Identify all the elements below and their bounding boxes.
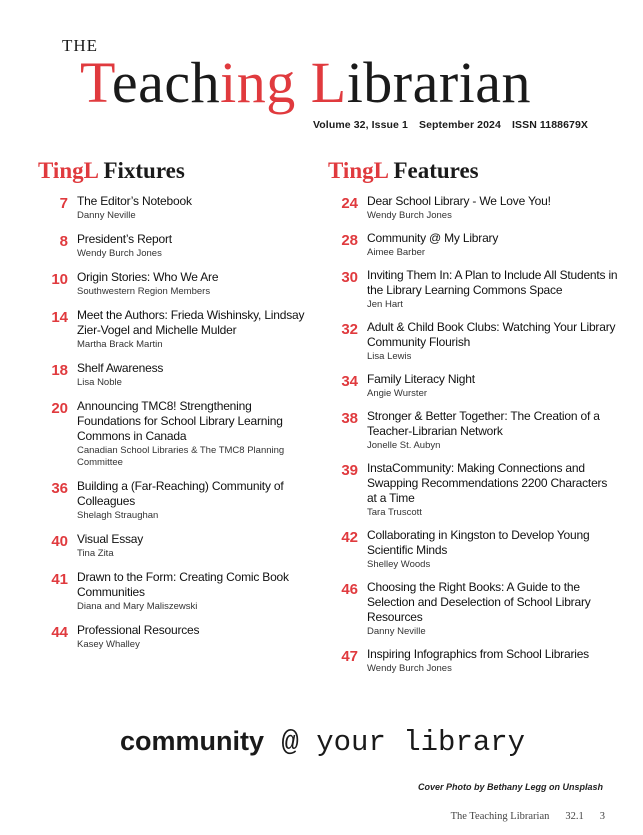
toc-entry[interactable] bbox=[328, 194, 618, 222]
toc-article-title: Adult & Child Book Clubs: Watching Your Library Community Flourish bbox=[367, 320, 616, 349]
toc-entry[interactable] bbox=[38, 270, 308, 298]
toc-article-author: Canadian School Libraries & The TMC8 Planning Committee bbox=[77, 445, 285, 468]
masthead-the: THE bbox=[62, 36, 99, 55]
title-part: each bbox=[111, 50, 221, 115]
toc-article-title: Meet the Authors: Frieda Wishinsky, Lindsay Zier-Vogel and Michelle Mulder bbox=[77, 308, 305, 337]
footer-title: The Teaching Librarian bbox=[450, 811, 550, 822]
toc-page-number: 32 bbox=[341, 321, 358, 338]
toc-entry[interactable] bbox=[328, 461, 618, 519]
toc-article-title: Stronger & Better Together: The Creation of a Teacher-Librarian Network bbox=[367, 409, 600, 438]
toc-article-author: Aimee Barber bbox=[367, 247, 426, 258]
heading-tingl: TingL bbox=[328, 158, 388, 183]
toc-article-title: Dear School Library - We Love You! bbox=[367, 194, 551, 208]
toc-page-number: 42 bbox=[341, 529, 358, 546]
toc-page-number: 46 bbox=[341, 581, 358, 598]
toc-entry[interactable] bbox=[328, 580, 618, 638]
toc-page-number: 40 bbox=[51, 533, 68, 550]
toc-article-title: President’s Report bbox=[77, 232, 172, 246]
toc-page-number: 14 bbox=[51, 309, 68, 326]
toc-article-author: Shelagh Straughan bbox=[77, 510, 159, 521]
toc-article-title: Community @ My Library bbox=[367, 231, 499, 245]
toc-entry[interactable] bbox=[328, 320, 618, 363]
issue-date: September 2024 bbox=[418, 119, 501, 131]
toc-page-number: 47 bbox=[341, 648, 358, 665]
toc-article-author: Tina Zita bbox=[77, 548, 114, 559]
cover-credit: Cover Photo by Bethany Legg on Unsplash bbox=[417, 782, 603, 792]
magazine-title bbox=[80, 48, 531, 118]
toc-page-number: 7 bbox=[59, 195, 68, 212]
toc-entry[interactable] bbox=[38, 232, 308, 260]
title-part bbox=[296, 50, 311, 115]
toc-article-title: Drawn to the Form: Creating Comic Book Communities bbox=[77, 570, 289, 599]
toc-article-author: Jonelle St. Aubyn bbox=[367, 440, 441, 451]
heading-label: Fixtures bbox=[97, 158, 185, 183]
toc-page-number: 20 bbox=[51, 400, 68, 417]
masthead bbox=[0, 0, 643, 140]
toc-article-author: Lisa Lewis bbox=[367, 351, 412, 362]
toc-article-author: Angie Wurster bbox=[367, 388, 428, 399]
toc-article-title: Building a (Far-Reaching) Community of Colleagues bbox=[77, 479, 284, 508]
toc-page-number: 36 bbox=[51, 480, 68, 497]
title-part: ing bbox=[220, 50, 296, 115]
toc-article-author: Shelley Woods bbox=[367, 559, 431, 570]
toc-article-title: Announcing TMC8! Strengthening Foundations for School Library Learning Commons in Canada bbox=[77, 399, 283, 443]
title-part: ibrarian bbox=[346, 50, 532, 115]
toc-page-number: 24 bbox=[341, 195, 358, 212]
toc-article-author: Southwestern Region Members bbox=[77, 286, 211, 297]
toc-entry[interactable] bbox=[38, 308, 308, 351]
tagline-mono: @ your library bbox=[264, 726, 526, 759]
toc-entry[interactable] bbox=[328, 647, 618, 675]
toc-entry[interactable] bbox=[38, 194, 308, 222]
toc-page-number: 8 bbox=[59, 233, 68, 250]
toc-article-title: The Editor’s Notebook bbox=[77, 194, 192, 208]
toc-article-title: Origin Stories: Who We Are bbox=[77, 270, 219, 284]
toc-article-title: Visual Essay bbox=[77, 532, 144, 546]
toc-page-number: 28 bbox=[341, 232, 358, 249]
toc-article-author: Danny Neville bbox=[367, 626, 426, 637]
toc-article-author: Danny Neville bbox=[77, 210, 136, 221]
fixtures-column bbox=[38, 158, 308, 661]
features-column bbox=[328, 158, 618, 684]
toc-entry[interactable] bbox=[328, 409, 618, 452]
tagline-bold: community bbox=[120, 726, 265, 756]
toc-article-author: Diana and Mary Maliszewski bbox=[77, 601, 198, 612]
toc-entry[interactable] bbox=[38, 479, 308, 522]
title-part: L bbox=[310, 50, 347, 115]
toc-page-number: 34 bbox=[341, 373, 358, 390]
toc-article-title: InstaCommunity: Making Connections and Swapping Recommendations 2200 Characters at a Time bbox=[367, 461, 608, 505]
toc-page-number: 18 bbox=[51, 362, 68, 379]
toc-article-author: Wendy Burch Jones bbox=[367, 210, 452, 221]
toc-article-title: Professional Resources bbox=[77, 623, 200, 637]
toc-entry[interactable] bbox=[38, 399, 308, 469]
heading-label: Features bbox=[387, 158, 479, 183]
toc-article-author: Wendy Burch Jones bbox=[77, 248, 162, 259]
toc-article-title: Shelf Awareness bbox=[77, 361, 164, 375]
toc-article-title: Family Literacy Night bbox=[367, 372, 475, 386]
footer-issue: 32.1 bbox=[565, 811, 584, 822]
toc-page-number: 41 bbox=[51, 571, 68, 588]
page-footer bbox=[435, 811, 605, 822]
toc-article-author: Kasey Whalley bbox=[77, 639, 140, 650]
toc-article-author: Tara Truscott bbox=[367, 507, 422, 518]
fixtures-list bbox=[38, 194, 308, 651]
issue-info bbox=[305, 119, 588, 131]
toc-article-author: Martha Brack Martin bbox=[77, 339, 163, 350]
toc-page-number: 39 bbox=[341, 462, 358, 479]
toc-entry[interactable] bbox=[328, 231, 618, 259]
toc-article-author: Lisa Noble bbox=[77, 377, 122, 388]
toc-page-number: 30 bbox=[341, 269, 358, 286]
toc-entry[interactable] bbox=[328, 528, 618, 571]
toc-article-title: Inspiring Infographics from School Libraries bbox=[367, 647, 589, 661]
issn: ISSN 1188679X bbox=[511, 119, 588, 131]
toc-page-number: 44 bbox=[51, 624, 68, 641]
toc-article-author: Wendy Burch Jones bbox=[367, 663, 452, 674]
toc-article-title: Choosing the Right Books: A Guide to the Selection and Deselection of School Library Resources bbox=[367, 580, 591, 624]
volume-issue: Volume 32, Issue 1 bbox=[312, 119, 408, 131]
toc-article-title: Collaborating in Kingston to Develop Young Scientific Minds bbox=[367, 528, 590, 557]
toc-entry[interactable] bbox=[38, 361, 308, 389]
footer-page-number: 3 bbox=[599, 811, 605, 822]
toc-entry[interactable] bbox=[328, 268, 618, 311]
toc-entry[interactable] bbox=[328, 372, 618, 400]
features-heading bbox=[328, 158, 618, 184]
tagline bbox=[120, 726, 525, 759]
toc-page-number: 10 bbox=[51, 271, 68, 288]
toc-article-title: Inviting Them In: A Plan to Include All Students in the Library Learning Commons Space bbox=[367, 268, 618, 297]
title-part: T bbox=[80, 50, 112, 115]
features-list bbox=[328, 194, 618, 675]
toc-entry[interactable] bbox=[38, 532, 308, 560]
toc-article-author: Jen Hart bbox=[367, 299, 403, 310]
toc-entry[interactable] bbox=[38, 623, 308, 651]
toc-page-number: 38 bbox=[341, 410, 358, 427]
heading-tingl: TingL bbox=[38, 158, 98, 183]
fixtures-heading bbox=[38, 158, 308, 184]
toc-entry[interactable] bbox=[38, 570, 308, 613]
